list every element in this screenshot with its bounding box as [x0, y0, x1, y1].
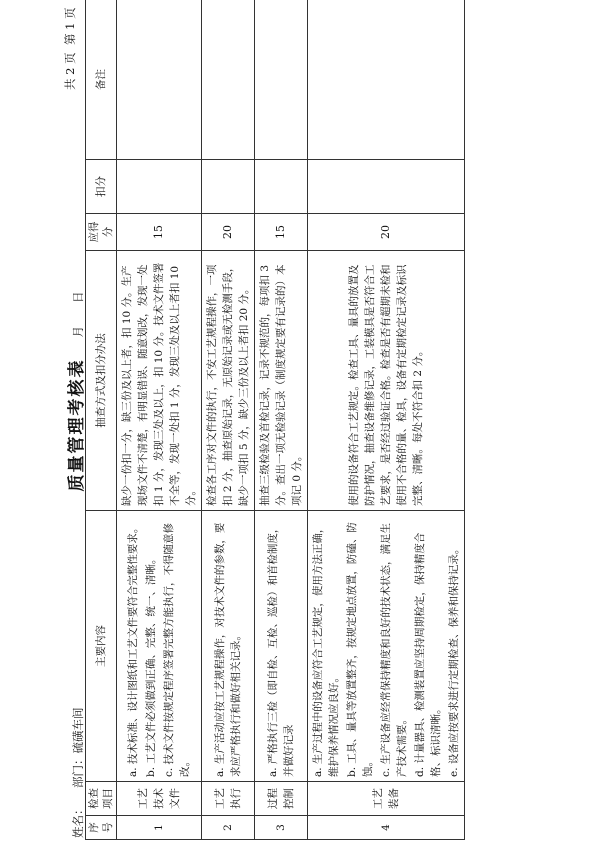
row-method: 抽查三级检验及首检记录，记录不规范的，每项扣 3 分。查出一项无检验记录（制度规定要有记录的）本项记 0 分。	[255, 251, 308, 511]
row-item: 工艺技术文件	[117, 782, 202, 816]
table-header-row	[86, 0, 117, 840]
page-count	[62, 7, 78, 90]
header-item: 检查项目	[86, 782, 117, 816]
content-line: c. 生产设备应经常保持精度和良好的技术状态，满足生产技术需要。	[380, 522, 408, 777]
row-deduct-cell[interactable]	[117, 160, 202, 214]
header-remark: 备注	[86, 0, 117, 160]
row-deduct-cell[interactable]	[308, 160, 465, 214]
table-row	[308, 0, 465, 840]
total-pages: 共 2 页	[63, 52, 77, 90]
row-deduct-cell[interactable]	[255, 160, 308, 214]
content-line: e. 设备应按要求进行定期检查、保养和保持记录。	[448, 543, 460, 777]
header-content: 主要内容	[86, 511, 117, 782]
content-line: a. 严格执行三检（即自检、互检、巡检）和首检制度，并做好记录	[267, 522, 295, 777]
row-method: 使用的设备符合工艺规定。检查工具、量具的放置及防护情况，抽查设备维修记录，工装模具是否符合工艺要求，是否经过验证合格。检查是否有超期未检和使用不合格的量、检具，设备有定期检定记录及标识完整、清晰。每处不符合扣 2 分。	[308, 251, 465, 511]
row-item: 工艺执行	[202, 782, 255, 816]
row-score: 20	[308, 214, 465, 251]
table-row	[117, 0, 202, 840]
row-item: 工艺装备	[308, 782, 465, 816]
row-remark-cell[interactable]	[117, 0, 202, 160]
header-method: 抽查方式及扣分办法	[86, 251, 117, 511]
row-deduct-cell[interactable]	[202, 160, 255, 214]
row-score: 15	[117, 214, 202, 251]
row-seq: 3	[255, 816, 308, 840]
table-row	[202, 0, 255, 840]
table-row	[255, 0, 308, 840]
row-method: 检查各工序对文件的执行，不安工艺规程操作，一项扣 2 分，抽查原始记录，无原始记录或无检测手段，缺少一项扣 5 分，缺少三份及以上者扣 20 分。	[202, 251, 255, 511]
content-line: b. 工具、量具等放置整齐，按规定地点放置，防磕、防蚀。	[346, 522, 374, 777]
row-seq: 2	[202, 816, 255, 840]
dept-label: 部门：	[71, 753, 85, 788]
content-line: d. 计量器具、检测装置应坚持周期检定，保持精度合格、标识清晰。	[414, 532, 442, 777]
row-score: 15	[255, 214, 308, 251]
date-line: 年 月 日	[71, 291, 85, 372]
dept-line	[70, 708, 86, 789]
header-deduct: 扣分	[86, 160, 117, 214]
content-line: c. 技术文件按规定程序签署完整方能执行，不得随意修改。	[163, 522, 191, 777]
dept-value: 硫磺车间	[71, 707, 85, 754]
name-label: 姓名：	[71, 803, 85, 838]
page-title: 质量管理考核表	[67, 358, 87, 492]
header-seq: 序号	[86, 816, 117, 840]
row-score: 20	[202, 214, 255, 251]
content-line: a. 生产活动应按工艺规程操作，对技术文件的参数，要求应严格执行和做好相关记录。	[214, 522, 242, 777]
row-contents	[202, 511, 255, 782]
content-line: a. 技术标准、设计图纸和工艺文件要符合完整性要求。	[127, 522, 139, 777]
row-remark-cell[interactable]	[308, 0, 465, 160]
assessment-table	[85, 0, 465, 840]
row-method: 缺少一份扣一分，缺三份及以上者，扣 10 分。生产现场文件不清楚，有明显错误、随意划改，发现一处扣 1 分，发现三处及以上，扣 10 分。技术文件签署不全等，发现一处扣 1 分，发现三处及以上者扣 10 分。	[117, 251, 202, 511]
row-item: 过程控制	[255, 782, 308, 816]
row-contents	[308, 511, 465, 782]
row-contents	[255, 511, 308, 782]
content-line: b. 工艺文件必须做到正确、完整、统一、清晰。	[145, 553, 157, 777]
page-number: 第 1 页	[63, 7, 77, 46]
row-remark-cell[interactable]	[202, 0, 255, 160]
row-seq: 4	[308, 816, 465, 840]
row-remark-cell[interactable]	[255, 0, 308, 160]
row-contents	[117, 511, 202, 782]
row-seq: 1	[117, 816, 202, 840]
content-line: a. 生产过程中的设备应符合工艺规定，使用方法正确，维护保养情况应良好。	[312, 522, 340, 777]
header-score: 应得分	[86, 214, 117, 251]
